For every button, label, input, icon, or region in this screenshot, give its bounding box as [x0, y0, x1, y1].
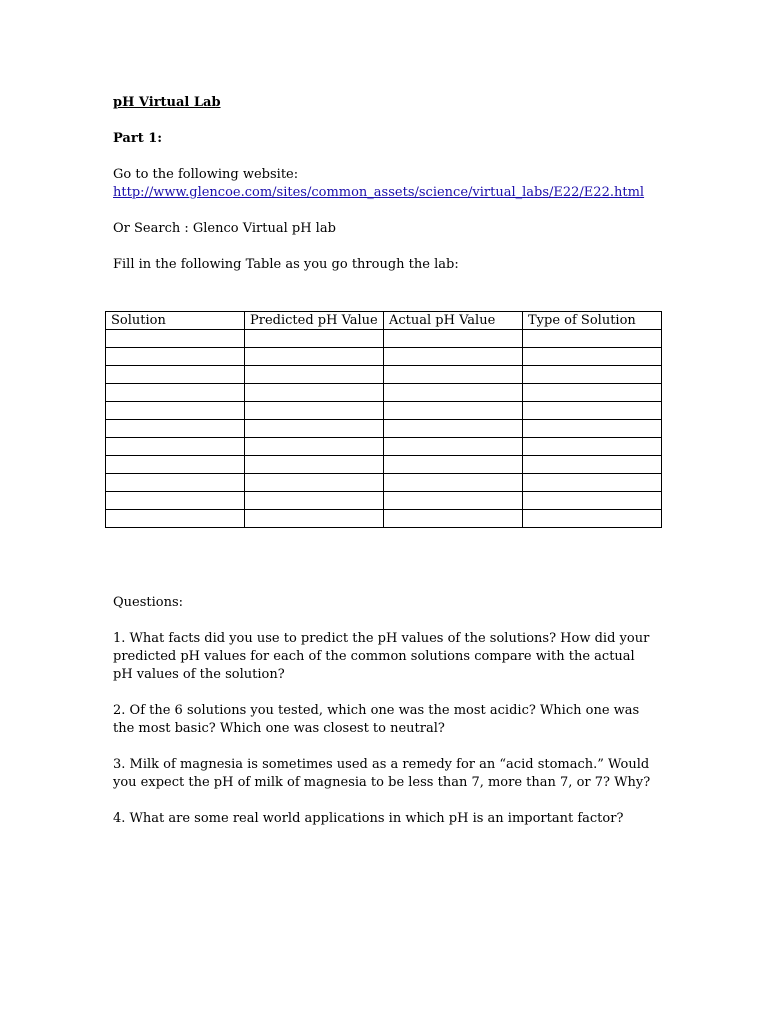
part-heading: Part 1: [113, 131, 163, 146]
table-cell[interactable] [245, 330, 384, 348]
table-cell[interactable] [523, 384, 662, 402]
table-row [106, 510, 662, 528]
table-cell[interactable] [523, 474, 662, 492]
table-cell[interactable] [106, 510, 245, 528]
table-row [106, 474, 662, 492]
table-cell[interactable] [106, 402, 245, 420]
table-cell[interactable] [384, 492, 523, 510]
document-header [113, 94, 673, 274]
table-cell[interactable] [245, 474, 384, 492]
table-cell[interactable] [384, 348, 523, 366]
table-row [106, 492, 662, 510]
table-cell[interactable] [106, 384, 245, 402]
table-cell[interactable] [384, 456, 523, 474]
table-cell[interactable] [245, 366, 384, 384]
fill-instruction: Fill in the following Table as you go through the lab: [113, 257, 459, 272]
table-cell[interactable] [245, 510, 384, 528]
questions-section [113, 594, 658, 828]
search-instruction: Or Search : Glenco Virtual pH lab [113, 221, 336, 236]
question-4: 4. What are some real world applications in which pH is an important factor? [113, 811, 624, 826]
table-cell[interactable] [523, 438, 662, 456]
table-cell[interactable] [384, 474, 523, 492]
table-cell[interactable] [384, 330, 523, 348]
table-row [106, 366, 662, 384]
table-header-row [106, 312, 662, 330]
table-row [106, 384, 662, 402]
table-cell[interactable] [384, 510, 523, 528]
table-cell[interactable] [245, 348, 384, 366]
lab-url-link[interactable]: http://www.glencoe.com/sites/common_assets/science/virtual_labs/E22/E22.html [113, 185, 645, 200]
table-cell[interactable] [245, 438, 384, 456]
header-actual-ph: Actual pH Value [384, 312, 523, 330]
table-cell[interactable] [384, 438, 523, 456]
table-cell[interactable] [106, 366, 245, 384]
table-cell[interactable] [106, 492, 245, 510]
questions-heading: Questions: [113, 595, 184, 610]
table-cell[interactable] [106, 438, 245, 456]
question-1: 1. What facts did you use to predict the pH values of the solutions? How did your predicted pH values for each of the common solutions compare with the actual pH values of the solution? [113, 631, 650, 682]
table-cell[interactable] [106, 420, 245, 438]
table-cell[interactable] [523, 366, 662, 384]
table-row [106, 402, 662, 420]
table-cell[interactable] [384, 366, 523, 384]
table-cell[interactable] [523, 492, 662, 510]
table-cell[interactable] [106, 474, 245, 492]
table-row [106, 456, 662, 474]
header-solution: Solution [106, 312, 245, 330]
table-cell[interactable] [523, 510, 662, 528]
table-row [106, 330, 662, 348]
table-cell[interactable] [384, 420, 523, 438]
goto-instruction: Go to the following website: [113, 167, 299, 182]
table-cell[interactable] [106, 348, 245, 366]
document-title: pH Virtual Lab [113, 95, 221, 110]
table-cell[interactable] [523, 456, 662, 474]
table-cell[interactable] [245, 420, 384, 438]
question-2: 2. Of the 6 solutions you tested, which one was the most acidic? Which one was the most basic? Which one was closest to neutral? [113, 703, 640, 736]
table-row [106, 438, 662, 456]
table-row [106, 348, 662, 366]
table-cell[interactable] [245, 402, 384, 420]
table-cell[interactable] [384, 402, 523, 420]
table-row [106, 420, 662, 438]
table-cell[interactable] [106, 330, 245, 348]
header-type-of-solution: Type of Solution [523, 312, 662, 330]
table-cell[interactable] [523, 330, 662, 348]
table-cell[interactable] [245, 384, 384, 402]
table-cell[interactable] [245, 492, 384, 510]
table-cell[interactable] [523, 348, 662, 366]
table-cell[interactable] [523, 402, 662, 420]
question-3: 3. Milk of magnesia is sometimes used as a remedy for an “acid stomach.” Would you expect the pH of milk of magnesia to be less than 7, more than 7, or 7? Why? [113, 757, 651, 790]
lab-results-table [105, 311, 662, 528]
table-cell[interactable] [523, 420, 662, 438]
header-predicted-ph: Predicted pH Value [245, 312, 384, 330]
table-cell[interactable] [106, 456, 245, 474]
table-cell[interactable] [245, 456, 384, 474]
table-cell[interactable] [384, 384, 523, 402]
